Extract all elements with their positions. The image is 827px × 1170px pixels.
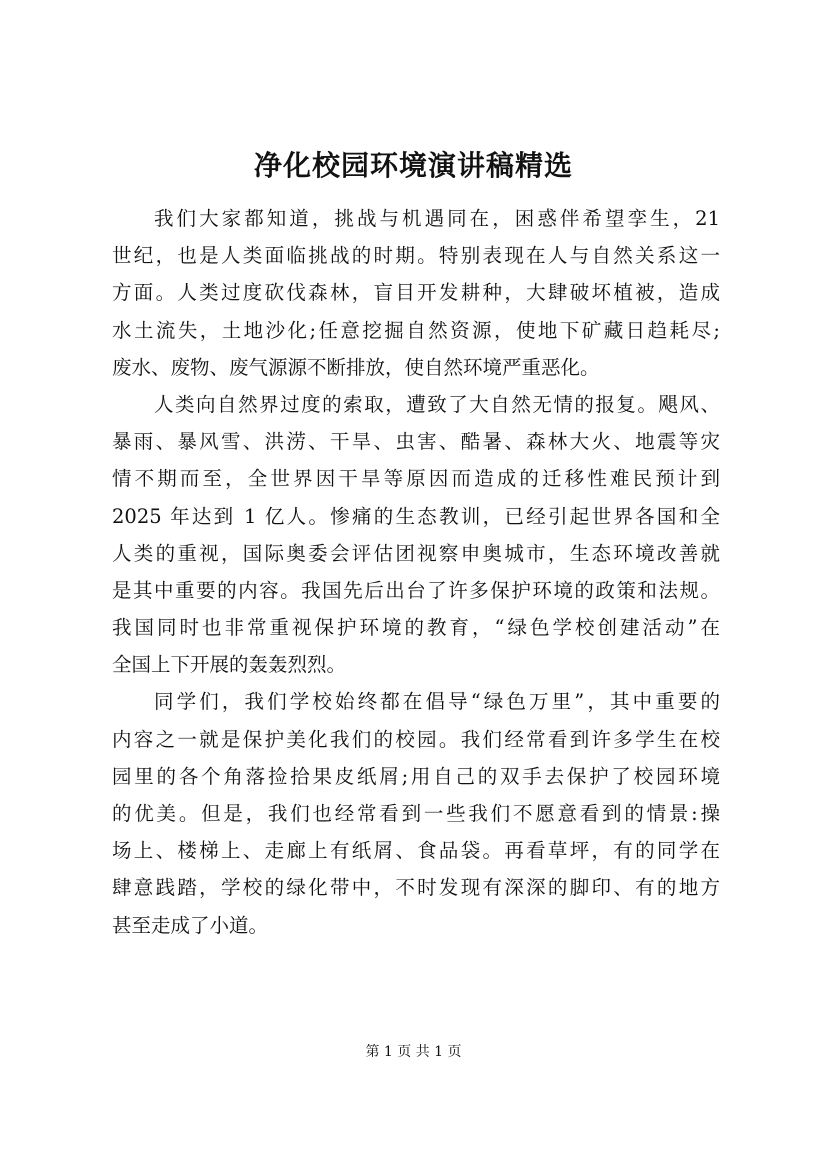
text-line: 废水、废物、废气源源不断排放，使自然环境严重恶化。 xyxy=(112,355,600,379)
document-title: 净化校园环境演讲稿精选 xyxy=(253,149,573,182)
paragraph-3 xyxy=(112,683,720,943)
text-line: 人类的重视，国际奥委会评估团视察申奥城市，生态环境改善就 xyxy=(112,541,720,565)
text-line: 肆意践踏，学校的绿化带中，不时发现有深深的脚印、有的地方 xyxy=(112,876,720,900)
text-line: 内容之一就是保护美化我们的校园。我们经常看到许多学生在校 xyxy=(112,727,720,751)
text-line: 方面。人类过度砍伐森林，盲目开发耕种，大肆破坏植被，造成 xyxy=(112,281,720,305)
text-line: 同学们，我们学校始终都在倡导“绿色万里”，其中重要的 xyxy=(154,690,720,714)
text-line: 人类向自然界过度的索取，遭致了大自然无情的报复。飓风、 xyxy=(154,392,720,416)
text-line: 全国上下开展的轰轰烈烈。 xyxy=(112,653,347,677)
document-body xyxy=(112,200,720,944)
text-line: 暴雨、暴风雪、洪涝、干旱、虫害、酷暑、森林大火、地震等灾 xyxy=(112,430,720,454)
text-line: 是其中重要的内容。我国先后出台了许多保护环境的政策和法规。 xyxy=(112,578,720,602)
text-line: 我国同时也非常重视保护环境的教育，“绿色学校创建活动”在 xyxy=(112,616,720,640)
text-line: 甚至走成了小道。 xyxy=(112,913,269,937)
text-line: 水土流失，土地沙化;任意挖掘自然资源，使地下矿藏日趋耗尽; xyxy=(112,318,720,342)
text-line: 2025 年达到 1 亿人。惨痛的生态教训，已经引起世界各国和全 xyxy=(112,504,720,528)
text-line: 的优美。但是，我们也经常看到一些我们不愿意看到的情景:操 xyxy=(112,802,720,825)
paragraph-1 xyxy=(112,200,720,386)
text-line: 园里的各个角落捡拾果皮纸屑;用自己的双手去保护了校园环境 xyxy=(112,764,720,788)
page-footer: 第 1 页 共 1 页 xyxy=(365,1044,462,1060)
text-line: 场上、楼梯上、走廊上有纸屑、食品袋。再看草坪，有的同学在 xyxy=(112,839,720,863)
text-line: 我们大家都知道，挑战与机遇同在，困惑伴希望孪生，21 xyxy=(154,207,720,230)
text-line: 世纪，也是人类面临挑战的时期。特别表现在人与自然关系这一 xyxy=(112,244,720,268)
text-line: 情不期而至，全世界因干旱等原因而造成的迁移性难民预计到 xyxy=(112,467,720,491)
paragraph-2 xyxy=(112,386,720,684)
